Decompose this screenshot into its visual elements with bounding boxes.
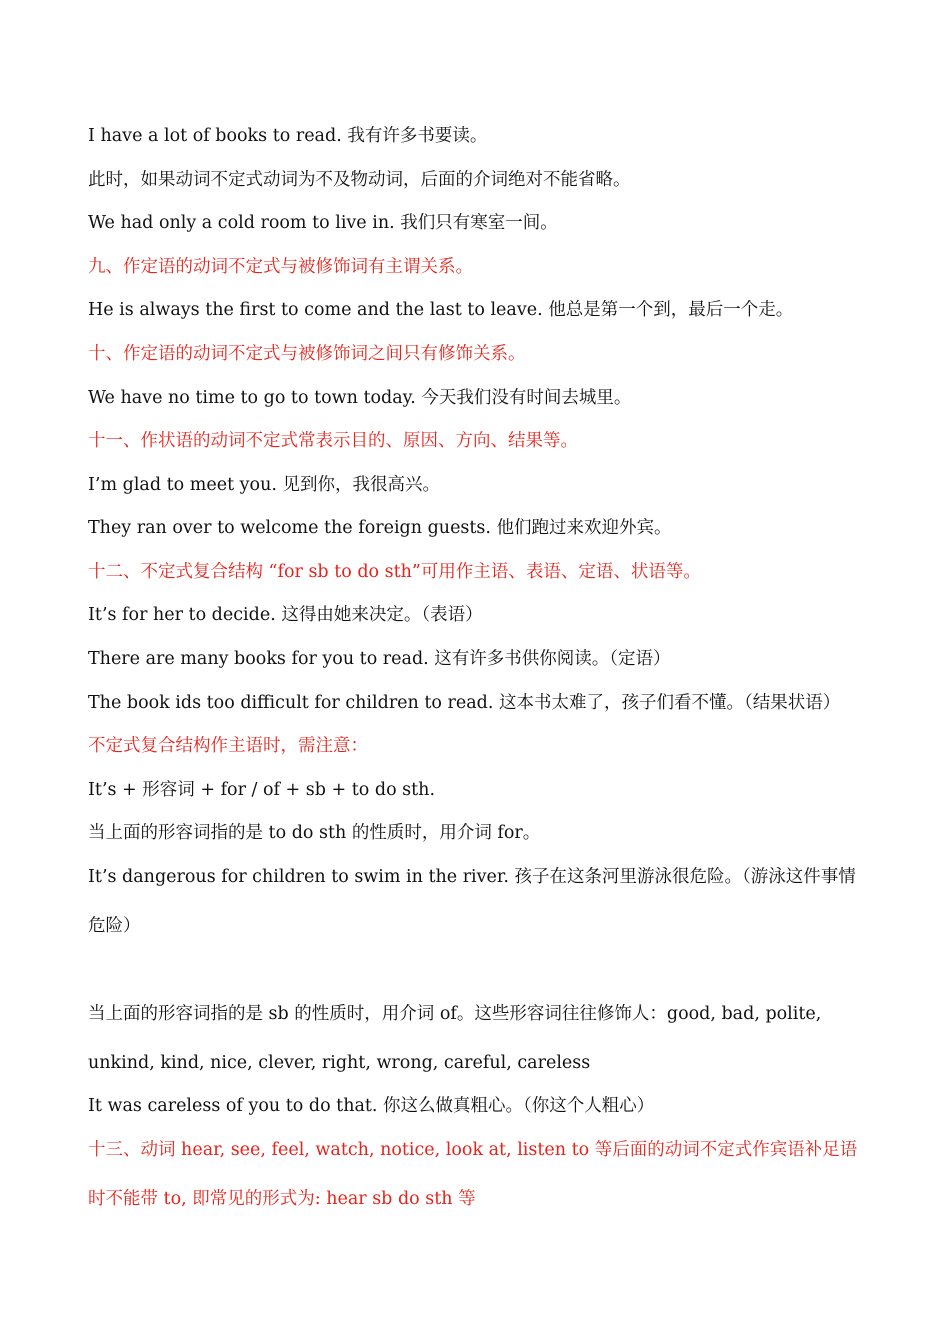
text-line: I’m glad to meet you. 见到你，我很高兴。 bbox=[88, 475, 440, 495]
text-line: We had only a cold room to live in. 我们只有寒室一间。 bbox=[88, 213, 558, 233]
text-line: The book ids too difficult for children to read. 这本书太难了，孩子们看不懂。（结果状语） bbox=[88, 693, 841, 713]
section-heading: 十一、作状语的动词不定式常表示目的、原因、方向、结果等。 bbox=[88, 431, 578, 451]
section-heading: 九、作定语的动词不定式与被修饰词有主谓关系。 bbox=[88, 257, 473, 277]
text-line: It’s for her to decide. 这得由她来决定。（表语） bbox=[88, 605, 483, 625]
text-line: There are many books for you to read. 这有许多书供你阅读。（定语） bbox=[88, 649, 671, 669]
section-heading: 十二、不定式复合结构 “for sb to do sth”可用作主语、表语、定语、状语等。 bbox=[88, 562, 701, 582]
section-heading: 不定式复合结构作主语时，需注意： bbox=[88, 736, 368, 756]
text-line: 此时，如果动词不定式动词为不及物动词，后面的介词绝对不能省略。 bbox=[88, 170, 631, 190]
text-line: 当上面的形容词指的是 to do sth 的性质时，用介词 for。 bbox=[88, 823, 541, 843]
section-heading: 十、作定语的动词不定式与被修饰词之间只有修饰关系。 bbox=[88, 344, 526, 364]
text-line: It was careless of you to do that. 你这么做真粗心。（你这个人粗心） bbox=[88, 1096, 655, 1116]
text-line: We have no time to go to town today. 今天我们没有时间去城里。 bbox=[88, 388, 632, 408]
text-line: It’s + 形容词 + for / of + sb + to do sth. bbox=[88, 780, 436, 800]
text-line: They ran over to welcome the foreign guests. 他们跑过来欢迎外宾。 bbox=[88, 518, 672, 538]
text-line: It’s dangerous for children to swim in the river. 孩子在这条河里游泳很危险。（游泳这件事情危险） bbox=[88, 867, 856, 936]
text-line: He is always the first to come and the last to leave. 他总是第一个到，最后一个走。 bbox=[88, 300, 794, 320]
section-heading: 十三、动词 hear, see, feel, watch, notice, look at, listen to 等后面的动词不定式作宾语补足语时不能带 to, 即常见的形式为: hear sb do sth 等 bbox=[88, 1140, 858, 1209]
text-line: 当上面的形容词指的是 sb 的性质时，用介词 of。这些形容词往往修饰人：good, bad, polite, unkind, kind, nice, clever, right, wrong, careful, careless bbox=[88, 1004, 822, 1073]
text-line: I have a lot of books to read. 我有许多书要读。 bbox=[88, 126, 488, 146]
